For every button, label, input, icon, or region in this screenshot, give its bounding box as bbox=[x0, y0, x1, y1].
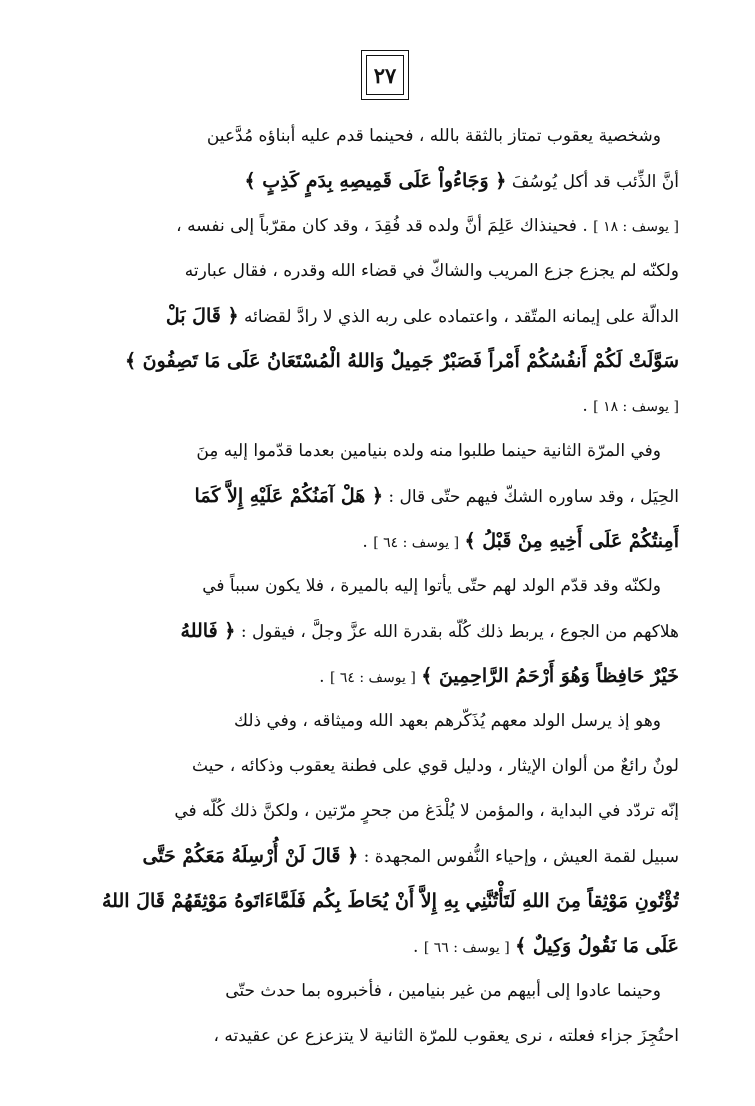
page-number-box bbox=[361, 50, 409, 100]
quran-verse: سَوَّلَتْ لَكُمْ أَنفُسُكُمْ أَمْراً فَصَبْرٌ جَمِيلٌ وَاللهُ الْمُسْتَعَانُ عَلَى مَا تَصِفُونَ ﴾ bbox=[124, 350, 679, 372]
quran-verse: ﴿ قَالَ لَنْ أُرْسِلَهُ مَعَكُمْ حَتَّى bbox=[142, 845, 359, 867]
line-text: أنَّ الذِّئب قد أكل يُوسُفَ bbox=[511, 172, 679, 192]
line-text: ولكنّه لم يجزع جزع المريب والشاكّ في قضاء الله وقدره ، فقال عبارته bbox=[184, 261, 679, 281]
text-line bbox=[82, 114, 679, 159]
line-text: . bbox=[582, 396, 588, 416]
line-text: . bbox=[362, 532, 368, 552]
quran-verse: تُؤْتُونِ مَوْثِقاً مِنَ اللهِ لَتَأْتُنَّنِي بِهِ إِلاَّ أَنْ يُحَاطَ بِكُم فَلَمَّاءَاتَوهُ مَوْثِقَهُمْ قَالَ اللهُ bbox=[101, 890, 679, 912]
text-line bbox=[82, 159, 679, 204]
quran-verse: ﴿ قَالَ بَلْ bbox=[165, 305, 239, 327]
line-text: الحِيَل ، وقد ساوره الشكّ فيهم حتّى قال : bbox=[388, 487, 679, 507]
page-number: ٢٧ bbox=[373, 62, 397, 88]
quran-verse: أَمِنتُكُمْ عَلَى أَخِيهِ مِنْ قَبْلُ ﴾ bbox=[464, 530, 679, 552]
text-line bbox=[82, 429, 679, 474]
text-line bbox=[82, 294, 679, 339]
text-line bbox=[82, 474, 679, 519]
verse-reference: [ يوسف : ١٨ ] bbox=[593, 219, 679, 235]
quran-verse: ﴿ فَاللهُ bbox=[180, 620, 236, 642]
text-line bbox=[82, 789, 679, 834]
text-line bbox=[82, 924, 679, 969]
line-text: وحينما عادوا إلى أبيهم من غير بنيامين ، فأخبروه بما حدث حتّى bbox=[225, 981, 661, 1001]
quran-verse: عَلَى مَا نَقُولُ وَكِيلٌ ﴾ bbox=[515, 935, 679, 957]
text-line bbox=[82, 204, 679, 249]
verse-reference: [ يوسف : ١٨ ] bbox=[593, 399, 679, 415]
line-text: هلاكهم من الجوع ، يربط ذلك كُلّه بقدرة الله عزَّ وجلَّ ، فيقول : bbox=[240, 622, 679, 642]
line-text: وهو إذ يرسل الولد معهم يُذَكّرهم بعهد الله وميثاقه ، وفي ذلك bbox=[234, 711, 661, 731]
text-line bbox=[82, 564, 679, 609]
quran-verse: ﴿ هَلْ آمَنُكُمْ عَلَيْهِ إِلاَّ كَمَا bbox=[194, 485, 383, 507]
line-text: وفي المرّة الثانية حينما طلبوا منه ولده بنيامين بعدما قدّموا إليه مِنَ bbox=[196, 441, 661, 461]
line-text: وشخصية يعقوب تمتاز بالثقة بالله ، فحينما قدم عليه أبناؤه مُدَّعين bbox=[206, 126, 661, 146]
text-line bbox=[82, 834, 679, 879]
verse-reference: [ يوسف : ٦٦ ] bbox=[423, 940, 510, 956]
line-text: الدالّة على إيمانه المتّقد ، واعتماده على ربه الذي لا رادَّ لقضائه bbox=[244, 307, 679, 327]
line-text: . فحينذاك عَلِمَ أنَّ ولده قد فُقِدَ ، وقد كان مقرّباً إلى نفسه ، bbox=[176, 216, 588, 236]
line-text: احتُجِزَ جزاء فعلته ، نرى يعقوب للمرّة الثانية لا يتزعزع عن عقيدته ، bbox=[213, 1026, 679, 1046]
line-text: سبيل لقمة العيش ، وإحياء النُّفوس المجهدة : bbox=[363, 847, 679, 867]
line-text: لونٌ رائعٌ من ألوان الإيثار ، ودليل قوي على فطنة يعقوب وذكائه ، حيث bbox=[192, 756, 679, 776]
line-text: . bbox=[413, 937, 419, 957]
quran-verse: خَيْرٌ حَافِظاً وَهُوَ أَرْحَمُ الرَّاحِمِينَ ﴾ bbox=[421, 665, 679, 687]
line-text: . bbox=[319, 667, 325, 687]
text-line bbox=[82, 519, 679, 564]
text-line bbox=[82, 609, 679, 654]
text-line bbox=[82, 879, 679, 924]
text-line bbox=[82, 339, 679, 384]
verse-reference: [ يوسف : ٦٤ ] bbox=[373, 535, 460, 551]
text-line bbox=[82, 969, 679, 1014]
text-line bbox=[82, 699, 679, 744]
text-line bbox=[82, 654, 679, 699]
text-line bbox=[82, 1014, 679, 1059]
text-line bbox=[82, 249, 679, 294]
line-text: إنّه تردّد في البداية ، والمؤمن لا يُلْدَغ من جحرٍ مرّتين ، ولكنَّ ذلك كُلّه في bbox=[174, 801, 679, 821]
verse-reference: [ يوسف : ٦٤ ] bbox=[329, 670, 416, 686]
text-line bbox=[82, 384, 679, 429]
line-text: ولكنّه وقد قدّم الولد لهم حتّى يأتوا إليه بالميرة ، فلا يكون سبباً في bbox=[202, 576, 661, 596]
text-line bbox=[82, 744, 679, 789]
quran-verse: ﴿ وَجَاءُواْ عَلَى قَمِيصِهِ بِدَمٍ كَذِبٍ ﴾ bbox=[244, 170, 507, 192]
body-text bbox=[82, 114, 679, 1059]
